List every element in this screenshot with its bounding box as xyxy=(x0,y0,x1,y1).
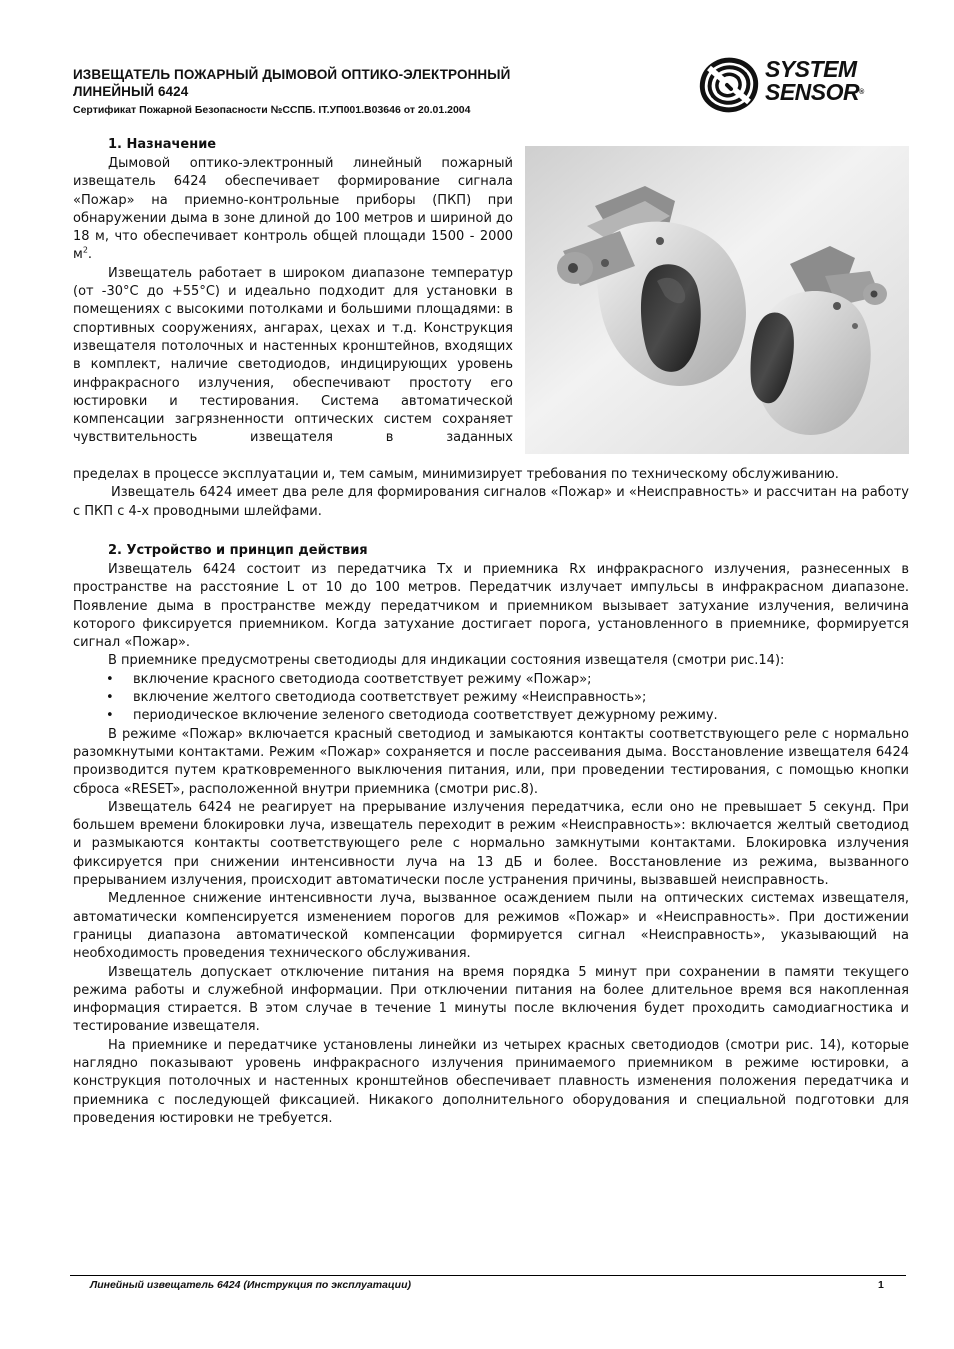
section2-paragraph-5: Медленное снижение интенсивности луча, вызванное осаждением пыли на оптических системах извещателя, автоматически компенсируется изменением порогов для режимов «Пожар» и «Неисправность». При достижении границы диапазона автоматической компенсации формируется сигнал «Неисправность», указывающий на необходимость проведения технического обслуживания. xyxy=(73,891,909,962)
section1-paragraph-2: Извещатель работает в широком диапазоне температур (от -30°С до +55°С) и идеально подходит для установки в помещениях с высокими потолками и большими площадями: в спортивных сооружениях, ангарах, цехах и т.д. Конструкция извещателя потолочных и настенных кронштейнов, входящих в комплект, наличие светодиодов, индицирующих уровень инфракрасного излучения, обеспечивают простоту его юстировки и тестирования. Система автоматической компенсации загрязненности оптических систем сохраняет чувствительность извещателя в заданных xyxy=(73,265,513,446)
section2-paragraph-1: Извещатель 6424 состоит из передатчика Tx и приемника Rx инфракрасного излучения, разнесенных в пространстве на расстояние L от 10 до 100 метров. Передатчик излучает импульсы в инфракрасном диапазоне. Появление дыма в пространстве между передатчиком и приемником вызывает затухание излучения, величина которого фиксируется приемником. Когда затухание достигает порога, установленного в приемнике, формируется сигнал «Пожар». xyxy=(73,562,909,651)
section2-paragraph-6: Извещатель допускает отключение питания на время порядка 5 минут при сохранении в памяти текущего режима работы и служебной информации. При отключении питания на более длительное время вся накопленная информация стирается. В этом случае в течение 1 минуты после включения будет проходить самодиагностика и тестирование извещателя. xyxy=(73,964,909,1035)
list-item xyxy=(73,671,909,689)
logo-line-sensor: SENSOR xyxy=(765,79,860,105)
system-sensor-logo xyxy=(697,56,907,114)
section1-paragraph-3: Извещатель 6424 имеет два реле для формирования сигналов «Пожар» и «Неисправность» и рассчитан на работу с ПКП с 4-х проводными шлейфами. xyxy=(73,485,909,519)
title-line-2: ЛИНЕЙНЫЙ 6424 xyxy=(73,84,189,99)
bullet-icon: • xyxy=(106,690,114,706)
list-item-text: включение желтого светодиода соответствует режиму «Неисправность»; xyxy=(133,690,647,706)
section2-paragraph-4: Извещатель 6424 не реагирует на прерывание излучения передатчика, если оно не превышает 5 секунд. При большем времени блокировки луча, извещатель переходит в режим «Неисправность»: включается желтый светодиод и размыкаются контакты соответствующего реле с нормально замкнутыми контактами. Блокировка излучения фиксируется при снижении интенсивности луча на 13 дБ и более. Восстановление из режима, вызванного прерыванием излучения, происходит автоматически после устранения причины, вызвавшей неисправность. xyxy=(73,799,909,889)
section1-narrow-column xyxy=(73,155,513,448)
section1-p1-text: Дымовой оптико-электронный линейный пожарный извещатель 6424 обеспечивает формирование сигнала «Пожар» на приемно-контрольные приборы (ПКП) при обнаружении дыма в зоне длиной до 100 метров и шириной до 18 м, что обеспечивает контроль общей площади 1500 - 2000 м xyxy=(73,156,513,263)
section1-paragraph-2-continued: пределах в процессе эксплуатации и, тем самым, минимизирует требования по техническому обслуживанию. xyxy=(73,467,839,482)
certificate-line: Сертификат Пожарной Безопасности №ССПБ. IT.УП001.В03646 от 20.01.2004 xyxy=(73,104,471,116)
logo-wordmark xyxy=(765,58,864,104)
footer-divider xyxy=(70,1275,906,1276)
section2-heading: 2. Устройство и принцип действия xyxy=(108,543,368,558)
list-item-text: периодическое включение зеленого светодиода соответствует дежурному режиму. xyxy=(133,708,718,724)
list-item xyxy=(73,689,909,707)
footer-title: Линейный извещатель 6424 (Инструкция по эксплуатации) xyxy=(90,1279,411,1291)
section1-paragraph-1 xyxy=(73,155,513,265)
list-item xyxy=(73,707,909,725)
bullet-icon: • xyxy=(106,671,114,687)
beam-detector-photo xyxy=(525,146,909,454)
document-title xyxy=(73,66,673,100)
list-item-text: включение красного светодиода соответствует режиму «Пожар»; xyxy=(133,671,592,687)
section2-body xyxy=(73,561,909,1128)
superscript-2: 2 xyxy=(82,246,88,256)
section1-heading: 1. Назначение xyxy=(108,137,217,152)
logo-line-system: SYSTEM xyxy=(765,56,857,82)
section2-paragraph-3: В режиме «Пожар» включается красный светодиод и замыкаются контакты соответствующего реле с нормально разомкнутыми контактами. Режим «Пожар» сохраняется и после рассеивания дыма. Восстановление извещателя 6424 производится путем кратковременного выключения питания, или, при проведении тестирования, с помощью кнопки сброса «RESET», расположенной внутри приемника (смотри рис.8). xyxy=(73,726,909,797)
bullet-icon: • xyxy=(106,708,114,724)
registered-mark: ® xyxy=(859,89,864,96)
title-line-1: ИЗВЕЩАТЕЛЬ ПОЖАРНЫЙ ДЫМОВОЙ ОПТИКО-ЭЛЕКТРОННЫЙ xyxy=(73,67,511,82)
page-number: 1 xyxy=(878,1279,884,1291)
system-sensor-swirl-icon xyxy=(697,56,761,114)
section2-paragraph-7: На приемнике и передатчике установлены линейки из четырех красных светодиодов (смотри рис. 14), которые наглядно показывают уровень инфракрасного излучения принимаемого приемником в режиме юстировки, а конструкция потолочных и настенных кронштейнов обеспечивает плавность изменения положения передатчика и приемника с последующей фиксацией. Никакого дополнительного оборудования и специальной подготовки для проведения юстировки не требуется. xyxy=(73,1037,909,1126)
section2-paragraph-2: В приемнике предусмотрены светодиоды для индикации состояния извещателя (смотри рис.14): xyxy=(108,653,785,669)
section1-p1-end: . xyxy=(87,247,93,263)
section1-wide-column xyxy=(73,466,909,521)
